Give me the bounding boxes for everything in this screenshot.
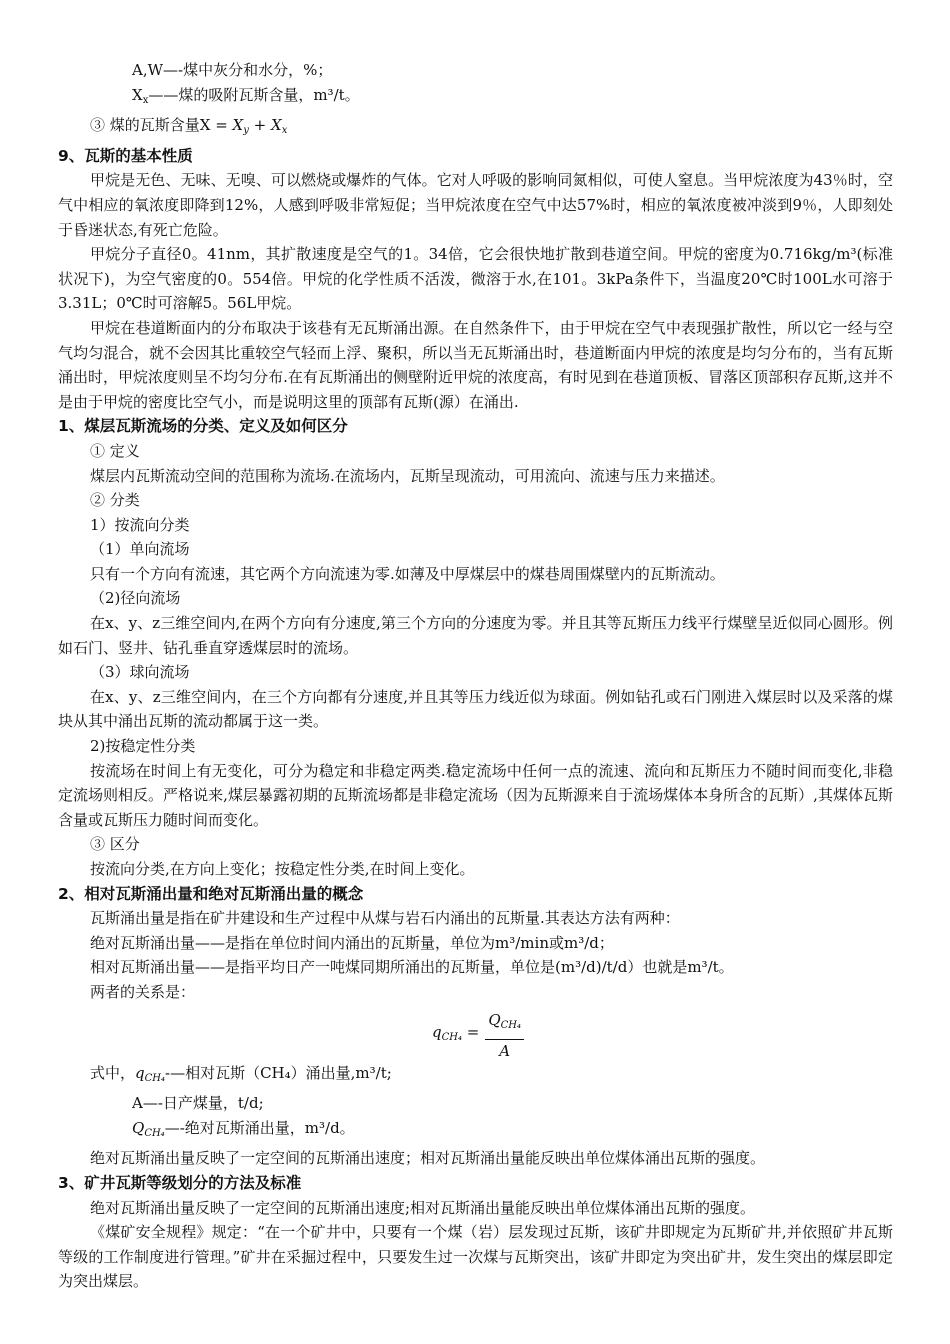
definition-line-xx bbox=[58, 83, 893, 114]
relative-emission-def: 相对瓦斯涌出量——是指平均日产一吨煤同期所涌出的瓦斯量，单位是(m³/d)/t/d）也就是m³/t。 bbox=[90, 958, 734, 977]
spherical-text: 在x、y、z三维空间内，在三个方向都有分速度,并且其等压力线近似为球面。例如钻孔或石门刚进入煤层时以及采落的煤块从其中涌出瓦斯的流动都属于这一类。 bbox=[58, 687, 893, 731]
symbol-subscript: x bbox=[142, 94, 149, 106]
relative-emission-formula bbox=[58, 1005, 893, 1061]
emission-conclusion: 绝对瓦斯涌出量反映了一定空间的瓦斯涌出速度；相对瓦斯涌出量能反映出单位煤体涌出瓦斯的强度。 bbox=[90, 1149, 766, 1168]
definition-line-aw: A,W—-煤中灰分和水分，%； bbox=[132, 61, 333, 79]
symbol-x: X bbox=[132, 85, 143, 104]
radial-text: 在x、y、z三维空间内,在两个方向有分速度,第三个方向的分速度为零。并且其等瓦斯压力线平行煤壁呈近似同心圆形。例如石门、竖井、钻孔垂直穿透煤层时的流场。 bbox=[58, 614, 893, 657]
classification-label: ② 分类 bbox=[90, 491, 140, 510]
radial-label: （2)径向流场 bbox=[90, 589, 181, 608]
section-3-paragraph-2: 《煤矿安全规程》规定：“在一个矿井中，只要有一个煤（岩）层发现过瓦斯，该矿井即规定为瓦斯矿井,并依照矿井瓦斯等级的工作制度进行管理。”矿井在采掘过程中，只要发生过一次煤与瓦斯突出，该矿井即定为突出矿井，发生突出的煤层即定为突出煤层。 bbox=[58, 1223, 893, 1291]
stability-text: 按流场在时间上有无变化，可分为稳定和非稳定两类.稳定流场中任何一点的流速、流向和瓦斯压力不随时间而变化,非稳定流场则相反。严格说来,煤层暴露初期的瓦斯流场都是非稳定流场（因为瓦斯源来自于流场煤体本身所含的瓦斯）,其煤体瓦斯含量或瓦斯压力随时间而变化。 bbox=[58, 761, 893, 829]
formula-lhs: $q_{CH_4}$ = bbox=[432, 1022, 480, 1043]
where-a-line: A—-日产煤量，t/d; bbox=[132, 1094, 264, 1113]
section-9-paragraph-1: 甲烷是无色、无味、无嗅、可以燃烧或爆炸的气体。它对人呼吸的影响同氮相似，可使人窒息。当甲烷浓度为43％时，空气中相应的氧浓度即降到12%，人感到呼吸非常短促；当甲烷浓度在空气中达57%时，相应的氧浓度被冲淡到9％，人即刻处于昏迷状态,有死亡危险。 bbox=[58, 171, 893, 239]
section-9-paragraph-3: 甲烷在巷道断面内的分布取决于该巷有无瓦斯涌出源。在自然条件下，由于甲烷在空气中表现强扩散性，所以它一经与空气均匀混合，就不会因其比重较空气轻而上浮、聚积，所以当无瓦斯涌出时，巷道断面内甲烷的浓度是均匀分布的，当有瓦斯涌出时，甲烷浓度则呈不均匀分布.在有瓦斯涌出的侧壁附近甲烷的浓度高，有时见到在巷道顶板、冒落区顶部积存瓦斯,这并不是由于甲烷的密度比空气小，而是说明这里的顶部有瓦斯(源）在涌出. bbox=[58, 318, 893, 411]
document-body bbox=[58, 58, 893, 1294]
where-q-line: 式中，$q_{CH_4}-—$相对瓦斯（CH₄）涌出量,m³/t; bbox=[90, 1063, 392, 1084]
fraction-numerator: $Q_{CH_4}$ bbox=[485, 1009, 524, 1040]
section-3-heading: 3、矿井瓦斯等级划分的方法及标准 bbox=[58, 1173, 302, 1192]
by-stability-label: 2)按稳定性分类 bbox=[90, 737, 196, 756]
distinction-text: 按流向分类,在方向上变化；按稳定性分类,在时间上变化。 bbox=[90, 860, 475, 878]
formula-prefix: ③ 煤的瓦斯含量X bbox=[90, 116, 211, 135]
spherical-label: （3）球向流场 bbox=[90, 663, 190, 682]
formula-fraction bbox=[432, 1009, 524, 1062]
absolute-emission-def: 绝对瓦斯涌出量——是指在单位时间内涌出的瓦斯量，单位为m³/min或m³/d； bbox=[90, 933, 614, 952]
formula-plus: + X bbox=[248, 116, 282, 135]
definition-label: ① 定义 bbox=[90, 441, 140, 460]
distinction-label: ③ 区分 bbox=[90, 835, 140, 854]
fraction bbox=[485, 1009, 524, 1062]
definition-text: 煤层内瓦斯流动空间的范围称为流场.在流场内，瓦斯呈现流动，可用流向、流速与压力来描述。 bbox=[90, 466, 725, 485]
fraction-denominator: A bbox=[499, 1041, 511, 1060]
section-2-heading: 2、相对瓦斯涌出量和绝对瓦斯涌出量的概念 bbox=[58, 884, 364, 903]
section-9-paragraph-2: 甲烷分子直径0。41nm，其扩散速度是空气的1。34倍，它会很快地扩散到巷道空间。甲烷的密度为0.716kg/m³(标准状况下)，为空气密度的0。554倍。甲烷的化学性质不活泼，微溶于水,在101。3kPa条件下，当温度20℃时100L水可溶于3.31L；0℃时可溶解5。56L甲烷。 bbox=[58, 245, 893, 313]
emission-intro: 瓦斯涌出量是指在矿井建设和生产过程中从煤与岩石内涌出的瓦斯量.其表达方法有两种： bbox=[90, 909, 680, 928]
formula-sub-y: y bbox=[243, 125, 249, 137]
section-1-heading: 1、煤层瓦斯流场的分类、定义及如何区分 bbox=[58, 417, 348, 436]
unidirectional-text: 只有一个方向有流速，其它两个方向流速为零.如薄及中厚煤层中的煤巷周围煤壁内的瓦斯流动。 bbox=[90, 564, 725, 583]
by-direction-label: 1）按流向分类 bbox=[90, 515, 190, 534]
definition-text: ——煤的吸附瓦斯含量，m³/t。 bbox=[148, 85, 360, 104]
where-Q-line: $Q_{CH_4}—-$绝对瓦斯涌出量，m³/d。 bbox=[132, 1118, 355, 1139]
gas-content-formula-line bbox=[58, 113, 893, 144]
relation-label: 两者的关系是： bbox=[90, 982, 196, 1001]
formula-sub-x: x bbox=[281, 125, 288, 137]
section-9-heading: 9、瓦斯的基本性质 bbox=[58, 146, 193, 165]
unidirectional-label: （1）单向流场 bbox=[90, 540, 190, 559]
section-3-paragraph-1: 绝对瓦斯涌出量反映了一定空间的瓦斯涌出速度;相对瓦斯涌出量能反映出单位煤体涌出瓦斯的强度。 bbox=[90, 1198, 756, 1217]
formula-eq: = X bbox=[210, 116, 244, 135]
